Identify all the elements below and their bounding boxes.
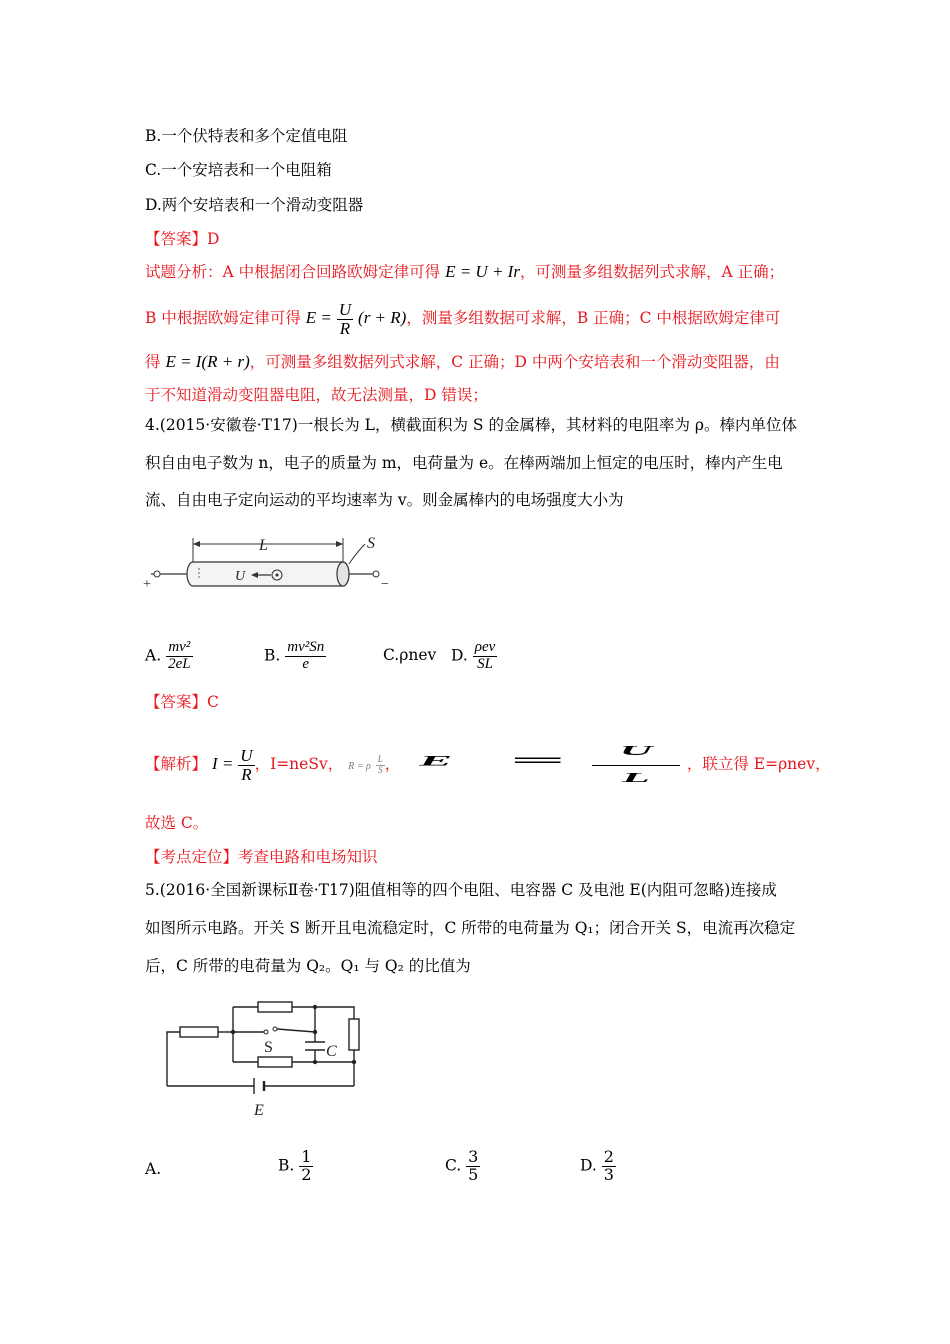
battery-label: E bbox=[254, 1102, 264, 1119]
fraction-denominator: R bbox=[339, 318, 351, 338]
circuit-figure bbox=[160, 995, 375, 1120]
rod-cross-section bbox=[337, 562, 349, 586]
option-label: C. bbox=[445, 1156, 462, 1175]
junction bbox=[352, 1060, 356, 1064]
solution-text: ， bbox=[384, 755, 401, 773]
topic-value: 考查电路和电场知识 bbox=[238, 848, 378, 866]
capacitor-label: C bbox=[326, 1043, 337, 1060]
plus-sign: + bbox=[143, 577, 151, 592]
option-label: D. bbox=[451, 646, 468, 665]
switch-contact bbox=[273, 1027, 277, 1031]
switch-label: S bbox=[264, 1039, 273, 1056]
q5-option-c bbox=[445, 1149, 480, 1184]
junction bbox=[313, 1030, 317, 1034]
q4-stem-line-2: 积自由电子数为 n，电子的质量为 m，电荷量为 e。在棒两端加上恒定的电压时，棒内产生电 bbox=[145, 454, 783, 472]
option-label: B. bbox=[278, 1156, 295, 1175]
fraction-numerator: mv² bbox=[166, 640, 193, 657]
minus-sign: − bbox=[381, 577, 389, 592]
option-label: A. bbox=[145, 646, 162, 665]
q5-option-a: A. bbox=[145, 1160, 162, 1178]
fraction-3-over-5 bbox=[466, 1149, 480, 1184]
resistor-right bbox=[349, 1019, 359, 1050]
solution-text: ，联立得 E=ρnev， bbox=[686, 755, 831, 773]
fraction-u-over-r bbox=[238, 747, 254, 784]
fraction-denominator: S bbox=[378, 764, 383, 775]
analysis-text: ，可测量多组数据列式求解，A 正确； bbox=[519, 263, 785, 281]
formula-e-u-ir: E = U + Ir bbox=[445, 262, 520, 281]
analysis-text: 得 bbox=[145, 353, 161, 371]
fraction-denominator: R bbox=[241, 764, 252, 784]
q4-answer bbox=[145, 692, 219, 712]
length-label: L bbox=[259, 537, 268, 554]
formula-e-large: E bbox=[419, 752, 453, 769]
fraction-denominator: SL bbox=[477, 655, 493, 672]
resistor-top bbox=[258, 1002, 292, 1012]
fraction-numerator: U bbox=[338, 299, 352, 319]
junction bbox=[313, 1005, 317, 1009]
option-label: D. bbox=[580, 1156, 597, 1175]
switch-pivot bbox=[264, 1030, 268, 1034]
q4-stem-line-1: 4.(2015·安徽卷·T17)一根长为 L，横截面积为 S 的金属棒，其材料的电阻率为 ρ。棒内单位体 bbox=[145, 416, 797, 434]
formula-r-plus-r: (r + R) bbox=[358, 308, 407, 327]
left-terminal bbox=[154, 571, 160, 577]
q3-option-d: D.两个安培表和一个滑动变阻器 bbox=[145, 196, 364, 214]
q3-analysis-line-4: 于不知道滑动变阻器电阻，故无法测量，D 错误； bbox=[145, 386, 488, 404]
fraction-numerator: 2 bbox=[603, 1147, 614, 1166]
fraction-denominator: 3 bbox=[603, 1164, 614, 1184]
formula-e-i-r-plus-r: E = I(R + r) bbox=[165, 352, 250, 371]
answer-label: 【答案】 bbox=[145, 230, 208, 248]
q5-stem-line-1: 5.(2016·全国新课标Ⅱ卷·T17)阻值相等的四个电阻、电容器 C 及电池 E(内阻可忽略)连接成 bbox=[145, 881, 777, 899]
fraction-u-over-r bbox=[337, 301, 353, 338]
fraction-numerator: ρev bbox=[474, 639, 496, 655]
formula-r-equals-rho: R = ρ bbox=[348, 761, 371, 772]
q3-answer bbox=[145, 229, 219, 249]
fraction-bar bbox=[592, 765, 680, 766]
fraction-denominator: 2eL bbox=[168, 655, 191, 672]
q4-conclusion: 故选 C。 bbox=[145, 814, 209, 832]
fraction-1-over-2 bbox=[299, 1149, 313, 1184]
q4-option-a bbox=[145, 640, 193, 673]
q3-analysis-line-3 bbox=[145, 352, 780, 372]
option-label: B. bbox=[264, 646, 281, 665]
right-terminal bbox=[373, 571, 379, 577]
q5-stem-line-3: 后，C 所带的电荷量为 Q₂。Q₁ 与 Q₂ 的比值为 bbox=[145, 957, 471, 975]
junction bbox=[231, 1030, 235, 1034]
electron-dot bbox=[276, 574, 279, 577]
q4-option-b bbox=[264, 640, 326, 673]
resistor-left bbox=[180, 1027, 218, 1037]
fraction-numerator: 3 bbox=[468, 1147, 479, 1166]
fraction-numerator: U bbox=[240, 745, 253, 765]
q3-option-b: B.一个伏特表和多个定值电阻 bbox=[145, 127, 348, 145]
area-leader-line bbox=[349, 544, 365, 564]
formula-equals-large: = bbox=[506, 748, 568, 772]
fraction-numerator: 1 bbox=[301, 1147, 312, 1166]
q4-option-d bbox=[451, 640, 497, 673]
q4-topic bbox=[145, 847, 378, 867]
fraction-numerator: L bbox=[377, 754, 383, 765]
fraction-denominator: 5 bbox=[468, 1164, 479, 1184]
q4-solution bbox=[145, 738, 831, 784]
analysis-text: ，测量多组数据可求解，B 正确；C 中根据欧姆定律可 bbox=[406, 309, 781, 327]
q5-stem-line-2: 如图所示电路。开关 S 断开且电流稳定时，C 所带的电荷量为 Q₁；闭合开关 S，电流再次稳定 bbox=[145, 919, 796, 937]
fraction-numerator: U bbox=[619, 744, 653, 759]
topic-label: 【考点定位】 bbox=[145, 848, 239, 866]
rod-body bbox=[187, 562, 349, 586]
fraction-denominator: e bbox=[302, 655, 310, 672]
fraction-u-over-l-large bbox=[590, 739, 682, 790]
formula-i-equals: I = bbox=[211, 754, 234, 773]
fraction-numerator: mv²Sn bbox=[287, 639, 325, 655]
q3-analysis-line-2 bbox=[145, 298, 780, 338]
answer-value: C bbox=[207, 693, 219, 711]
resistor-bottom bbox=[258, 1057, 292, 1067]
q4-stem-line-3: 流、自由电子定向运动的平均速率为 v。则金属棒内的电场强度大小为 bbox=[145, 491, 624, 509]
arrowhead-left bbox=[193, 541, 200, 547]
q3-option-c: C.一个安培表和一个电阻箱 bbox=[145, 161, 332, 179]
metal-rod-figure bbox=[143, 528, 405, 596]
arrowhead-right bbox=[336, 541, 343, 547]
q3-analysis-line-1 bbox=[145, 262, 784, 282]
solution-text: ，I=neSv， bbox=[254, 755, 344, 773]
fraction-rhoev-over-sl bbox=[473, 640, 498, 673]
junction bbox=[313, 1060, 317, 1064]
fraction-2-over-3 bbox=[602, 1149, 616, 1184]
fraction-mv2-over-2el bbox=[166, 640, 193, 673]
fraction-l-over-s bbox=[376, 755, 385, 775]
fraction-mv2sn-over-e bbox=[285, 640, 326, 673]
q5-option-b bbox=[278, 1149, 313, 1184]
analysis-text: 试题分析：A 中根据闭合回路欧姆定律可得 bbox=[145, 263, 441, 281]
answer-label: 【答案】 bbox=[145, 693, 208, 711]
voltage-label: U bbox=[235, 569, 246, 584]
fraction-denominator: 2 bbox=[301, 1164, 312, 1184]
analysis-text: B 中根据欧姆定律可得 bbox=[145, 309, 301, 327]
area-label: S bbox=[367, 535, 375, 552]
formula-e-equals: E = bbox=[305, 308, 332, 327]
q5-option-d bbox=[580, 1149, 616, 1184]
answer-value: D bbox=[207, 230, 220, 248]
q4-option-c: C.ρnev bbox=[383, 646, 437, 664]
fraction-denominator: L bbox=[621, 770, 650, 785]
solution-label: 【解析】 bbox=[145, 755, 208, 773]
analysis-text: ，可测量多组数据列式求解，C 正确；D 中两个安培表和一个滑动变阻器，由 bbox=[249, 353, 780, 371]
